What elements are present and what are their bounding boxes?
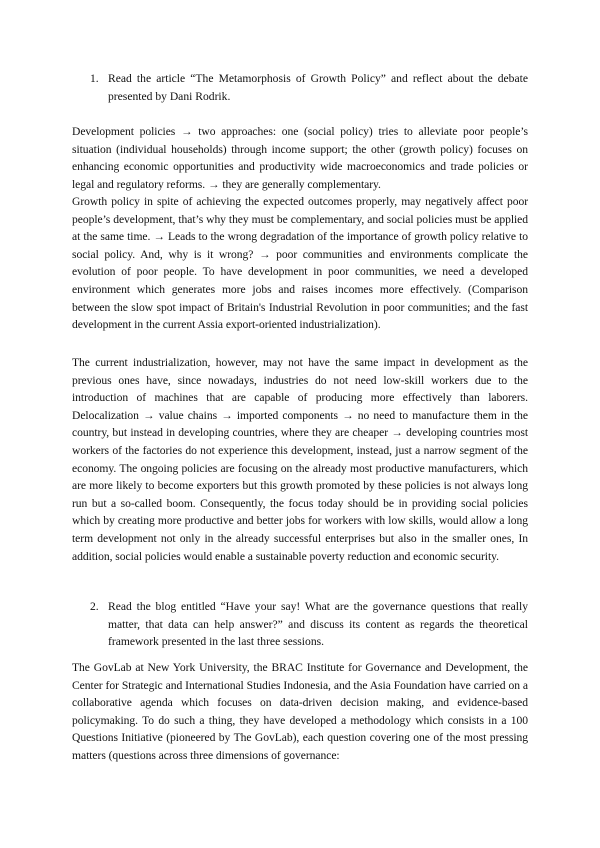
list-number: 1. <box>90 72 99 85</box>
paragraph-govlab: The GovLab at New York University, the BRAC Institute for Governance and Development, the Center for Strategic and International Studies Indonesia, and the Asia Foundation have carried on a collaborative agenda which focuses on data-driven decision making, and evidence-based policymaking. To do such a thing, they have developed a methodology which consists in a 100 Questions Initiative (pioneered by The GovLab), each question covering one of the most pressing matters (questions across three dimensions of governance: <box>72 661 528 762</box>
question-text: Read the blog entitled “Have your say! What are the governance questions that really matter, that data can help answer?” and discuss its content as regards the theoretical framework presented in the last three sessions. <box>108 600 528 649</box>
paragraph-growth-policy: Growth policy in spite of achieving the expected outcomes properly, may negatively affect poor people’s development, that’s why they must be complementary, and social policies must be applied at the same time. → Leads to the wrong degradation of the importance of growth policy relative to social policy. And, why is it wrong? → poor communities and environments complicate the evolution of poor people. To have development in poor communities, we need a developed environment which generates more jobs and raises incomes more effectively. (Comparison between the slow spot impact of Britain's Industrial Revolution in poor communities; and the fast development in the current Assia export-oriented industrialization). <box>72 195 528 332</box>
paragraph-current-industrialization: The current industrialization, however, may not have the same impact in development as the previous ones have, since nowadays, industries do not need low-skill workers due to the introduction of machines that are capable of producing more effectively than laborers. Delocalization → value chains → imported components → no need to manufacture them in the country, but instead in developing countries, where they are cheaper → developing countries most workers of the factories do not experience this development, instead, just a narrow segment of the economy. The ongoing policies are focusing on the already most productive manufacturers, which are more likely to become exporters but this growth promoted by these policies is not always long run but a so-called boom. Consequently, the focus today should be in providing social policies which by creating more productive and better jobs for workers with low skills, would allow a long term development not only in the already successful enterprises but also in the smaller ones, In addition, social policies would enable a sustainable poverty reduction and economic security. <box>72 356 528 563</box>
question-2 <box>72 598 528 651</box>
paragraph-development-policies: Development policies → two approaches: one (social policy) tries to alleviate poor people’s situation (individual households) through income support; the other (growth policy) focuses on enhancing economic opportunities and productivity wide macroeconomics and trade policies or legal and regulatory reforms. → they are generally complementary. <box>72 125 528 191</box>
question-text: Read the article “The Metamorphosis of Growth Policy” and reflect about the debate presented by Dani Rodrik. <box>108 72 528 103</box>
list-number: 2. <box>90 600 99 613</box>
question-1 <box>72 70 528 105</box>
